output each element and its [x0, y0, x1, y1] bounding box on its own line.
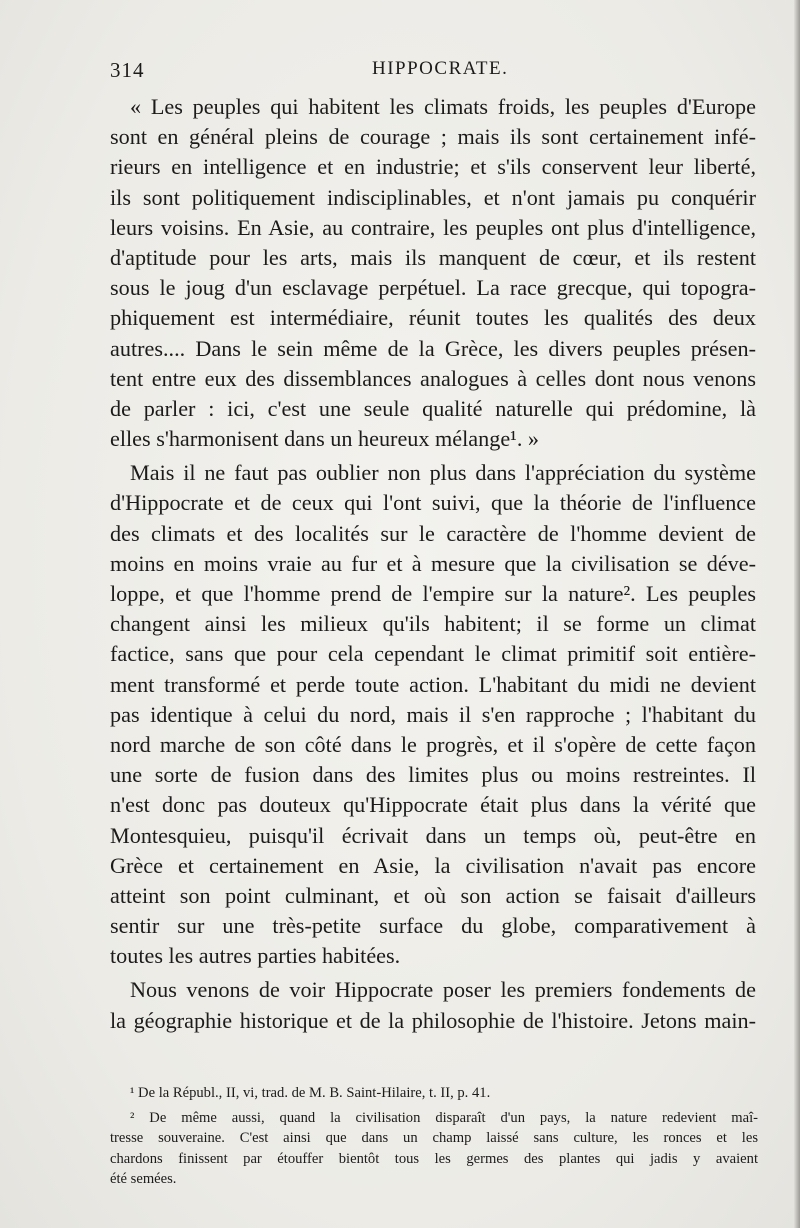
text-line: sont en général pleins de courage ; mais ils sont certainement infé-: [110, 124, 756, 150]
text-line: la géographie historique et de la philosophie de l'histoire. Jetons main-: [110, 1007, 756, 1033]
footnote-line: ² De même aussi, quand la civilisation disparaît d'un pays, la nature redevient maî-: [130, 1109, 758, 1126]
text-line: autres.... Dans le sein même de la Grèce, les divers peuples présen-: [110, 335, 756, 361]
text-line: ment transformé et perde toute action. L'habitant du midi ne devient: [110, 671, 756, 697]
text-line: Montesquieu, puisqu'il écrivait dans un temps où, peut-être en: [110, 822, 756, 848]
footnotes: [110, 1083, 758, 1190]
text-line: d'Hippocrate et de ceux qui l'ont suivi, que la théorie de l'influence: [110, 490, 756, 516]
text-line: elles s'harmonisent dans un heureux mélange¹. »: [110, 426, 540, 452]
main-text: [110, 92, 756, 1036]
footnote-line: tresse souveraine. C'est ainsi que dans un champ laissé sans culture, les ronces et les: [110, 1130, 758, 1147]
footnote-line: ¹ De la Républ., II, vi, trad. de M. B. Saint-Hilaire, t. II, p. 41.: [130, 1085, 491, 1101]
text-line: phiquement est intermédiaire, réunit toutes les qualités des deux: [110, 305, 756, 331]
text-line: Grèce et certainement en Asie, la civilisation n'avait pas encore: [110, 852, 756, 878]
text-line: Nous venons de voir Hippocrate poser les premiers fondements de: [130, 977, 756, 1003]
text-line: Mais il ne faut pas oublier non plus dans l'appréciation du système: [130, 460, 756, 486]
text-line: tent entre eux des dissemblances analogues à celles dont nous venons: [110, 365, 756, 391]
text-line: des climats et des localités sur le caractère de l'homme devient de: [110, 520, 756, 546]
text-line: sous le joug d'un esclavage perpétuel. La race grecque, qui topogra-: [110, 275, 756, 301]
page-number: 314: [110, 58, 145, 82]
text-line: toutes les autres parties habitées.: [110, 943, 401, 969]
running-title: HIPPOCRATE.: [372, 58, 509, 79]
text-line: n'est donc pas douteux qu'Hippocrate était plus dans la vérité que: [110, 792, 756, 818]
running-head: [110, 58, 760, 88]
text-line: pas identique à celui du nord, mais il s'en rapproche ; l'habitant du: [110, 701, 756, 727]
text-line: rieurs en intelligence et en industrie; et s'ils conservent leur liberté,: [110, 154, 756, 180]
text-line: leurs voisins. En Asie, au contraire, les peuples ont plus d'intelligence,: [110, 214, 756, 240]
footnote-line: chardons finissent par étouffer bientôt tous les germes des plantes qui jadis y avaient: [110, 1150, 758, 1167]
text-line: sentir sur une très-petite surface du globe, comparativement à: [110, 913, 756, 939]
text-line: « Les peuples qui habitent les climats froids, les peuples d'Europe: [130, 94, 756, 119]
text-line: loppe, et que l'homme prend de l'empire sur la nature². Les peuples: [110, 581, 756, 606]
text-line: de parler : ici, c'est une seule qualité naturelle qui prédomine, là: [110, 395, 756, 421]
text-line: atteint son point culminant, et où son action se faisait d'ailleurs: [110, 882, 756, 908]
text-line: ils sont politiquement indisciplinables, et n'ont jamais pu conquérir: [110, 184, 756, 210]
text-line: factice, sans que pour cela cependant le climat primitif soit entière-: [110, 641, 756, 667]
text-line: une sorte de fusion dans des limites plus ou moins restreintes. Il: [110, 762, 756, 788]
page-edge-shadow: [794, 0, 800, 1228]
text-line: changent ainsi les milieux qu'ils habitent; il se forme un climat: [110, 611, 756, 637]
footnote-line: été semées.: [110, 1171, 177, 1188]
text-line: nord marche de son côté dans le progrès, et il s'opère de cette façon: [110, 731, 756, 757]
text-line: moins en moins vraie au fur et à mesure que la civilisation se déve-: [110, 550, 756, 576]
text-line: d'aptitude pour les arts, mais ils manquent de cœur, et ils restent: [110, 244, 756, 270]
